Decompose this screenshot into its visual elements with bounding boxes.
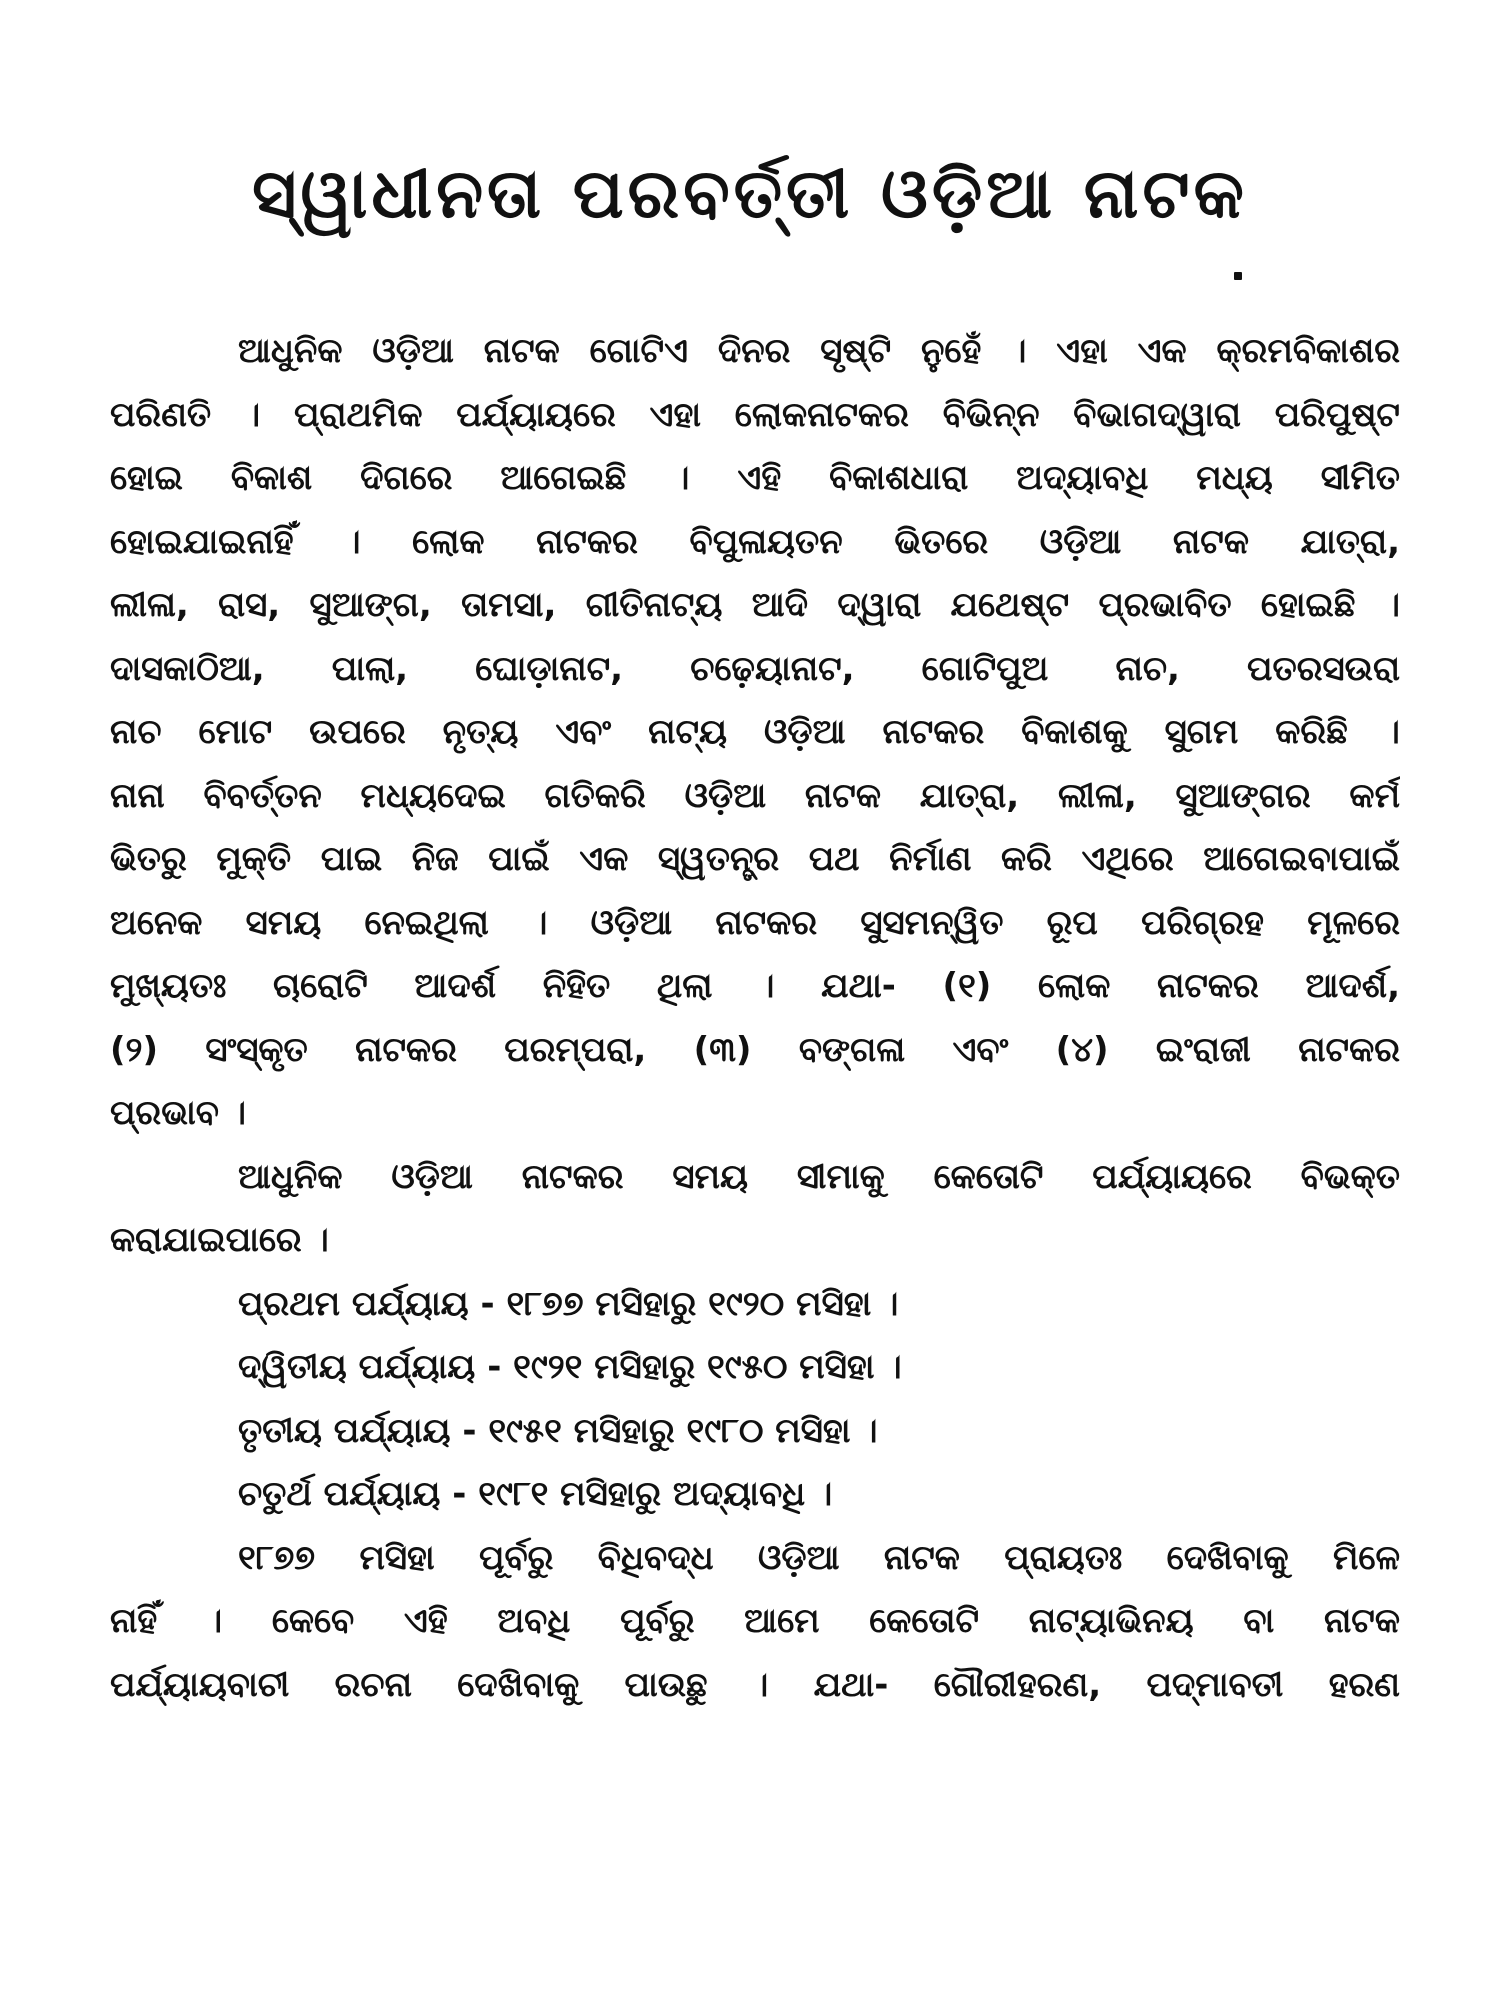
text-line: ନାନା ବିବର୍ତ୍ତନ ମଧ୍ୟଦେଇ ଗତିକରି ଓଡ଼ିଆ ନାଟକ ଯାତ୍ରା, ଲୀଳା, ସୁଆଙ୍ଗର କର୍ମ bbox=[110, 775, 1400, 816]
text-line: ଦାସକାଠିଆ, ପାଲା, ଘୋଡ଼ାନାଟ, ଚଢ଼େୟାନାଟ, ଗୋଟିପୁଅ ନାଚ, ପତରସଉରା bbox=[110, 648, 1400, 689]
period-line: ତୃତୀୟ ପର୍ଯ୍ୟାୟ - ୧୯୫୧ ମସିହାରୁ ୧୯୮୦ ମସିହା । bbox=[238, 1410, 878, 1451]
text-line: ଭିତରୁ ମୁକ୍ତି ପାଇ ନିଜ ପାଇଁ ଏକ ସ୍ୱତନ୍ତ୍ର ପଥ ନିର୍ମାଣ କରି ଏଥିରେ ଆଗେଇବାପାଇଁ bbox=[110, 839, 1400, 879]
text-line: ନାଚ ମୋଟ ଉପରେ ନୃତ୍ୟ ଏବଂ ନାଟ୍ୟ ଓଡ଼ିଆ ନାଟକର ବିକାଶକୁ ସୁଗମ କରିଛି । bbox=[110, 712, 1400, 752]
text-line: କରାଯାଇପାରେ । bbox=[110, 1220, 329, 1260]
page-title: ସ୍ୱାଧୀନତା ପରବର୍ତ୍ତୀ ଓଡ଼ିଆ ନାଟକ bbox=[252, 155, 1248, 234]
period-line: ଚତୁର୍ଥ ପର୍ଯ୍ୟାୟ - ୧୯୮୧ ମସିହାରୁ ଅଦ୍ୟାବଧି । bbox=[238, 1474, 833, 1514]
text-line: ମୁଖ୍ୟତଃ ଚାରୋଟି ଆଦର୍ଶ ନିହିତ ଥିଲା । ଯଥା- (୧) ଲୋକ ନାଟକର ଆଦର୍ଶ, bbox=[110, 966, 1400, 1006]
text-line: ପରିଣତି । ପ୍ରାଥମିକ ପର୍ଯ୍ୟାୟରେ ଏହା ଲୋକନାଟକର ବିଭିନ୍ନ ବିଭାଗଦ୍ୱାରା ପରିପୁଷ୍ଟ bbox=[110, 394, 1400, 435]
period-line: ପ୍ରଥମ ପର୍ଯ୍ୟାୟ - ୧୮୭୭ ମସିହାରୁ ୧୯୨୦ ମସିହା । bbox=[238, 1283, 899, 1324]
text-line: ନାହିଁ । କେବେ ଏହି ଅବଧି ପୂର୍ବରୁ ଆମେ କେତୋଟି ନାଟ୍ୟାଭିନୟ ବା ନାଟକ bbox=[110, 1601, 1400, 1641]
scan-speck bbox=[1234, 272, 1242, 280]
text-line: ପର୍ଯ୍ୟାୟବାଚୀ ରଚନା ଦେଖିବାକୁ ପାଉଛୁ । ଯଥା- ଗୌରୀହରଣ, ପଦ୍ମାବତୀ ହରଣ bbox=[110, 1664, 1400, 1705]
text-line: ହୋଇଯାଇନାହିଁ । ଲୋକ ନାଟକର ବିପୁଳାୟତନ ଭିତରେ ଓଡ଼ିଆ ନାଟକ ଯାତ୍ରା, bbox=[110, 521, 1400, 562]
text-line: ଲୀଳା, ରାସ, ସୁଆଙ୍ଗ, ତାମସା, ଗୀତିନାଟ୍ୟ ଆଦି ଦ୍ୱାରା ଯଥେଷ୍ଟ ପ୍ରଭାବିତ ହୋଇଛି । bbox=[110, 585, 1400, 625]
body-text bbox=[110, 320, 1400, 1717]
text-line: ଆଧୁନିକ ଓଡ଼ିଆ ନାଟକ ଗୋଟିଏ ଦିନର ସୃଷ୍ଟି ନୁହେଁ । ଏହା ଏକ କ୍ରମବିକାଶର bbox=[238, 331, 1400, 371]
period-line: ଦ୍ୱିତୀୟ ପର୍ଯ୍ୟାୟ - ୧୯୨୧ ମସିହାରୁ ୧୯୫୦ ମସିହା । bbox=[238, 1347, 902, 1387]
text-line: ହୋଇ ବିକାଶ ଦିଗରେ ଆଗେଇଛି । ଏହି ବିକାଶଧାରା ଅଦ୍ୟାବଧି ମଧ୍ୟ ସୀମିତ bbox=[110, 458, 1400, 498]
text-line: ଆଧୁନିକ ଓଡ଼ିଆ ନାଟକର ସମୟ ସୀମାକୁ କେତୋଟି ପର୍ଯ୍ୟାୟରେ ବିଭକ୍ତ bbox=[238, 1156, 1400, 1197]
text-line: ୧୮୭୭ ମସିହା ପୂର୍ବରୁ ବିଧିବଦ୍ଧ ଓଡ଼ିଆ ନାଟକ ପ୍ରାୟତଃ ଦେଖିବାକୁ ମିଳେ bbox=[238, 1537, 1400, 1578]
text-line: (୨) ସଂସ୍କୃତ ନାଟକର ପରମ୍ପରା, (୩) ବଙ୍ଗଳା ଏବଂ (୪) ଇଂରାଜୀ ନାଟକର bbox=[110, 1029, 1400, 1070]
text-line: ଅନେକ ସମୟ ନେଇଥିଲା । ଓଡ଼ିଆ ନାଟକର ସୁସମନ୍ୱିତ ରୂପ ପରିଗ୍ରହ ମୂଳରେ bbox=[110, 902, 1400, 943]
text-line: ପ୍ରଭାବ । bbox=[110, 1093, 247, 1133]
